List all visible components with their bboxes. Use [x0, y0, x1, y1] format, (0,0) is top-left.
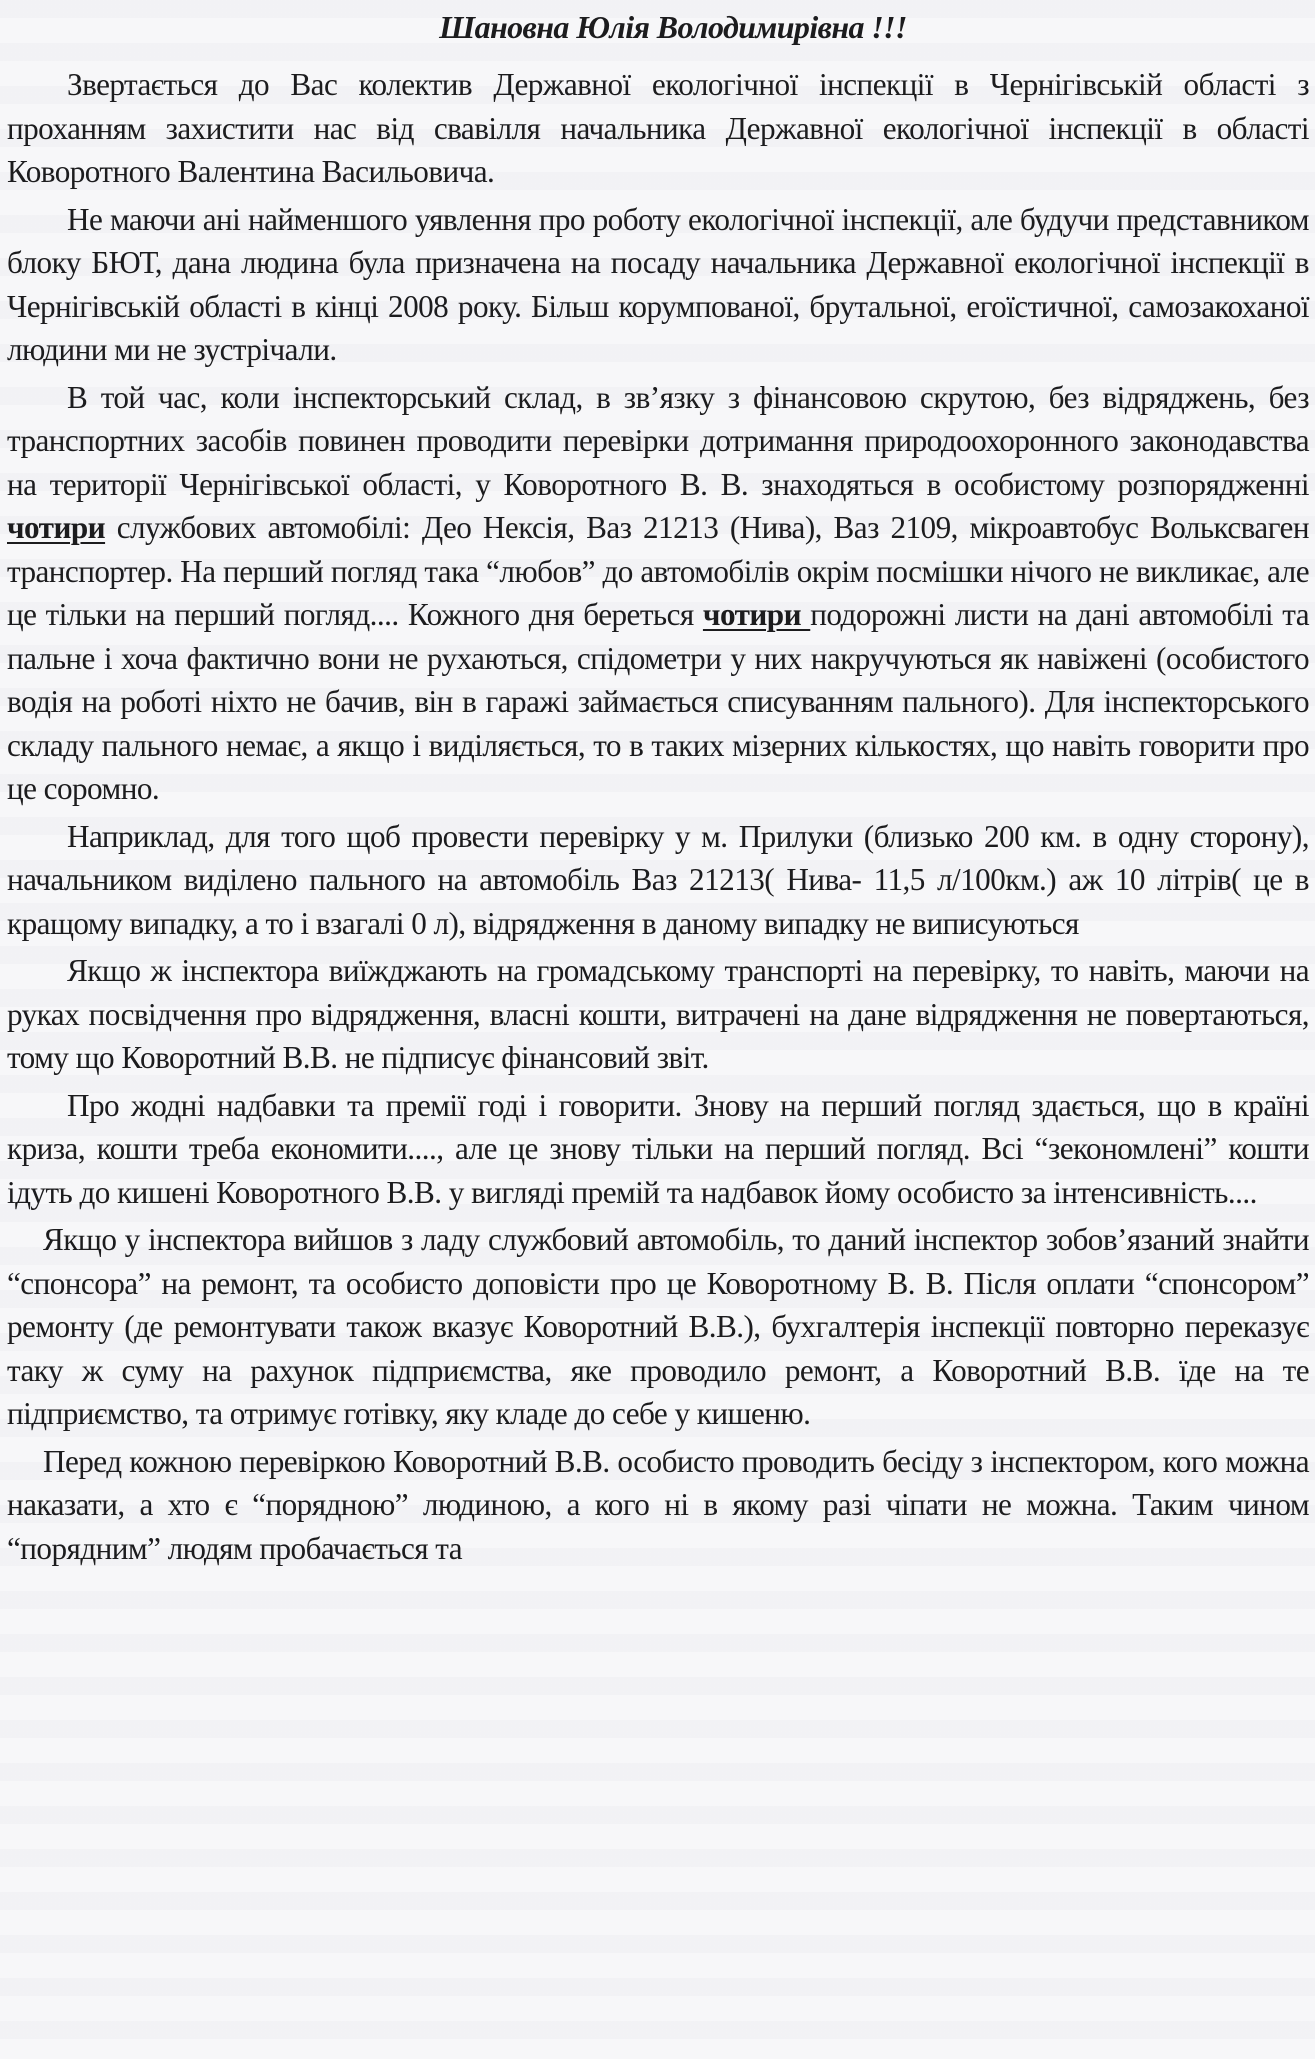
- paragraph-public-transport: Якщо ж інспектора виїжджають на громадському транспорті на перевірку, то навіть, маючи на руках посвідчення про відрядження, власні кошти, витрачені на дане відрядження не повертаються, тому що Коворотний В.В. не підписує фінансовий звіт.: [7, 953, 1309, 1075]
- paragraph-appointment: Не маючи ані найменшого уявлення про роботу екологічної інспекції, але будучи представником блоку БЮТ, дана людина була призначена на посаду начальника Державної екологічної інспекції в Чернігівській області в кінці 2008 року. Більш корумпованої, брутальної, егоїстичної, самозакоханої людини ми не зустрічали.: [7, 201, 1309, 367]
- paragraph-bonuses: Про жодні надбавки та премії годі і говорити. Знову на перший погляд здається, що в країні криза, кошти треба економити...., але це знову тільки на перший погляд. Всі “зекономлені” кошти ідуть до кишені Коворотного В.В. у вигляді премій та надбавок йому особисто за інтенсивність....: [7, 1087, 1309, 1210]
- paragraph-vehicles: [7, 376, 1309, 811]
- salutation: Шановна Юлія Володимирівна !!!: [439, 9, 907, 45]
- paragraph-repairs: Якщо у інспектора вийшов з ладу службовий автомобіль, то даний інспектор зобов’язаний знайти “спонсора” на ремонт, та особисто доповісти про це Коворотному В. В. Після оплати “спонсором” ремонту (де ремонтувати також вказує Коворотний В.В.), бухгалтерія інспекції повторно переказує таку ж суму на рахунок підприємства, яке проводило ремонт, а Коворотний В.В. їде на те підприємство, та отримує готівку, яку кладе до себе у кишеню.: [7, 1222, 1309, 1431]
- letter-body: [7, 6, 1309, 1570]
- paragraph-vehicles-part-1: В той час, коли інспекторський склад, в зв’язку з фінансовою скрутою, без відряджень, без транспортних засобів повинен проводити перевірки дотримання природоохоронного законодавства на території Чернігівської області, у Коворотного В. В. знаходяться в особистому розпорядженні: [7, 379, 1309, 502]
- emphasis-four-waybills: чотири: [702, 597, 811, 632]
- paragraph-vehicles-part-3: подорожні листи на дані автомобілі та пальне і хоча фактично вони не рухаються, спідометри у них накручуються як навіжені (особистого водія на роботі ніхто не бачив, він в гаражі займається списуванням пального). Для інспекторського складу пального немає, а якщо і виділяється, то в таких мізерних кількостях, що навіть говорити про це соромно.: [7, 597, 1309, 806]
- paragraph-inspections: Перед кожною перевіркою Коворотний В.В. особисто проводить бесіду з інспектором, кого можна наказати, а хто є “порядною” людиною, а кого ні в якому разі чіпати не можна. Таким чином “порядним” людям пробачається та: [7, 1443, 1309, 1566]
- paragraph-appeal: Звертається до Вас колектив Державної екологічної інспекції в Чернігівській області з проханням захистити нас від свавілля начальника Державної екологічної інспекції в області Коворотного Валентина Васильовича.: [7, 67, 1309, 189]
- paragraph-example-pryluky: Наприклад, для того щоб провести перевірку у м. Прилуки (близько 200 км. в одну сторону), начальником виділено пального на автомобіль Ваз 21213( Нива- 11,5 л/100км.) аж 10 літрів( це в кращому випадку, а то і взагалі 0 л), відрядження в даному випадку не виписуються: [7, 818, 1309, 941]
- paragraph-vehicles-part-2: службових автомобілі: Део Нексія, Ваз 21213 (Нива), Ваз 2109, мікроавтобус Вольксваген транспортер. На перший погляд така “любов” до автомобілів окрім посмішки нічого не викликає, але це тільки на перший погляд.... Кожного дня береться: [7, 510, 1309, 632]
- emphasis-four-cars: чотири: [7, 510, 106, 545]
